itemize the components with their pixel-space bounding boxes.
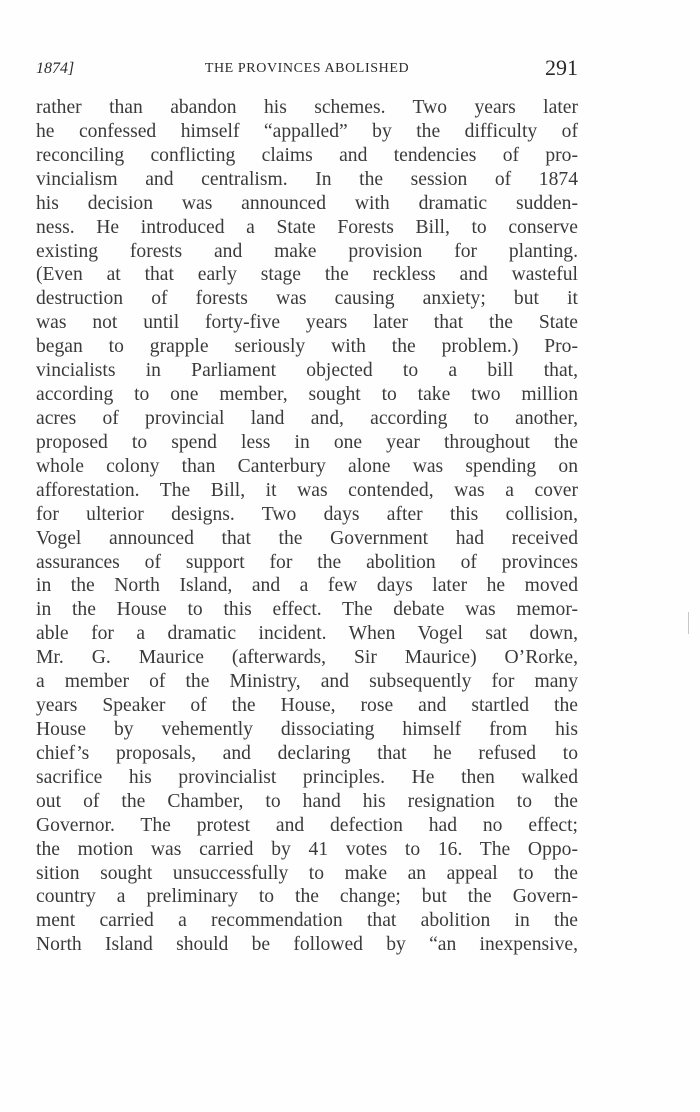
text-line: Mr. G. Maurice (afterwards, Sir Maurice) O’Rorke,	[36, 647, 578, 669]
text-line: according to one member, sought to take two million	[36, 384, 578, 406]
text-line: began to grapple seriously with the problem.) Pro-	[36, 336, 578, 358]
text-line: acres of provincial land and, according to another,	[36, 407, 578, 429]
text-line: was not until forty-five years later that the State	[36, 312, 578, 334]
text-line: country a preliminary to the change; but the Govern-	[36, 886, 578, 908]
text-line: North Island should be followed by “an inexpensive,	[36, 934, 578, 956]
text-line: destruction of forests was causing anxiety; but it	[36, 288, 578, 310]
text-line: ment carried a recommendation that abolition in the	[36, 910, 578, 932]
body-text	[36, 96, 578, 957]
text-line: afforestation. The Bill, it was contended, was a cover	[36, 479, 578, 501]
text-line: able for a dramatic incident. When Vogel sat down,	[36, 623, 578, 645]
text-line: vincialists in Parliament objected to a bill that,	[36, 360, 578, 382]
text-line: a member of the Ministry, and subsequently for many	[36, 671, 578, 693]
text-line: reconciling conflicting claims and tendencies of pro-	[36, 144, 578, 166]
text-line: vincialism and centralism. In the session of 1874	[36, 168, 578, 190]
text-line: proposed to spend less in one year throughout the	[36, 431, 578, 453]
text-line: for ulterior designs. Two days after this collision,	[36, 503, 578, 525]
text-line: years Speaker of the House, rose and startled the	[36, 695, 578, 717]
text-line: Vogel announced that the Government had received	[36, 527, 578, 549]
text-line: House by vehemently dissociating himself from his	[36, 718, 578, 740]
running-header	[36, 56, 578, 86]
text-line: rather than abandon his schemes. Two years later	[36, 97, 578, 118]
margin-mark	[688, 612, 689, 634]
text-line: ness. He introduced a State Forests Bill, to conserve	[36, 216, 578, 238]
text-line: existing forests and make provision for planting.	[36, 240, 578, 262]
header-year: 1874]	[36, 60, 75, 77]
text-line: sacrifice his provincialist principles. He then walked	[36, 766, 578, 788]
text-line: his decision was announced with dramatic sudden-	[36, 192, 578, 214]
text-line: out of the Chamber, to hand his resignation to the	[36, 790, 578, 812]
text-line: in the House to this effect. The debate was memor-	[36, 599, 578, 621]
text-line: sition sought unsuccessfully to make an appeal to the	[36, 862, 578, 884]
text-line: the motion was carried by 41 votes to 16. The Oppo-	[36, 838, 578, 860]
text-line: whole colony than Canterbury alone was spending on	[36, 455, 578, 477]
page-number: 291	[545, 55, 578, 80]
text-line: he confessed himself “appalled” by the difficulty of	[36, 120, 578, 142]
text-line: in the North Island, and a few days later he moved	[36, 575, 578, 597]
running-title: THE PROVINCES ABOLISHED	[204, 61, 410, 76]
text-line: chief’s proposals, and declaring that he refused to	[36, 742, 578, 764]
text-line: Governor. The protest and defection had no effect;	[36, 814, 578, 836]
text-line: assurances of support for the abolition of provinces	[36, 551, 578, 573]
text-line: (Even at that early stage the reckless and wasteful	[36, 264, 578, 286]
